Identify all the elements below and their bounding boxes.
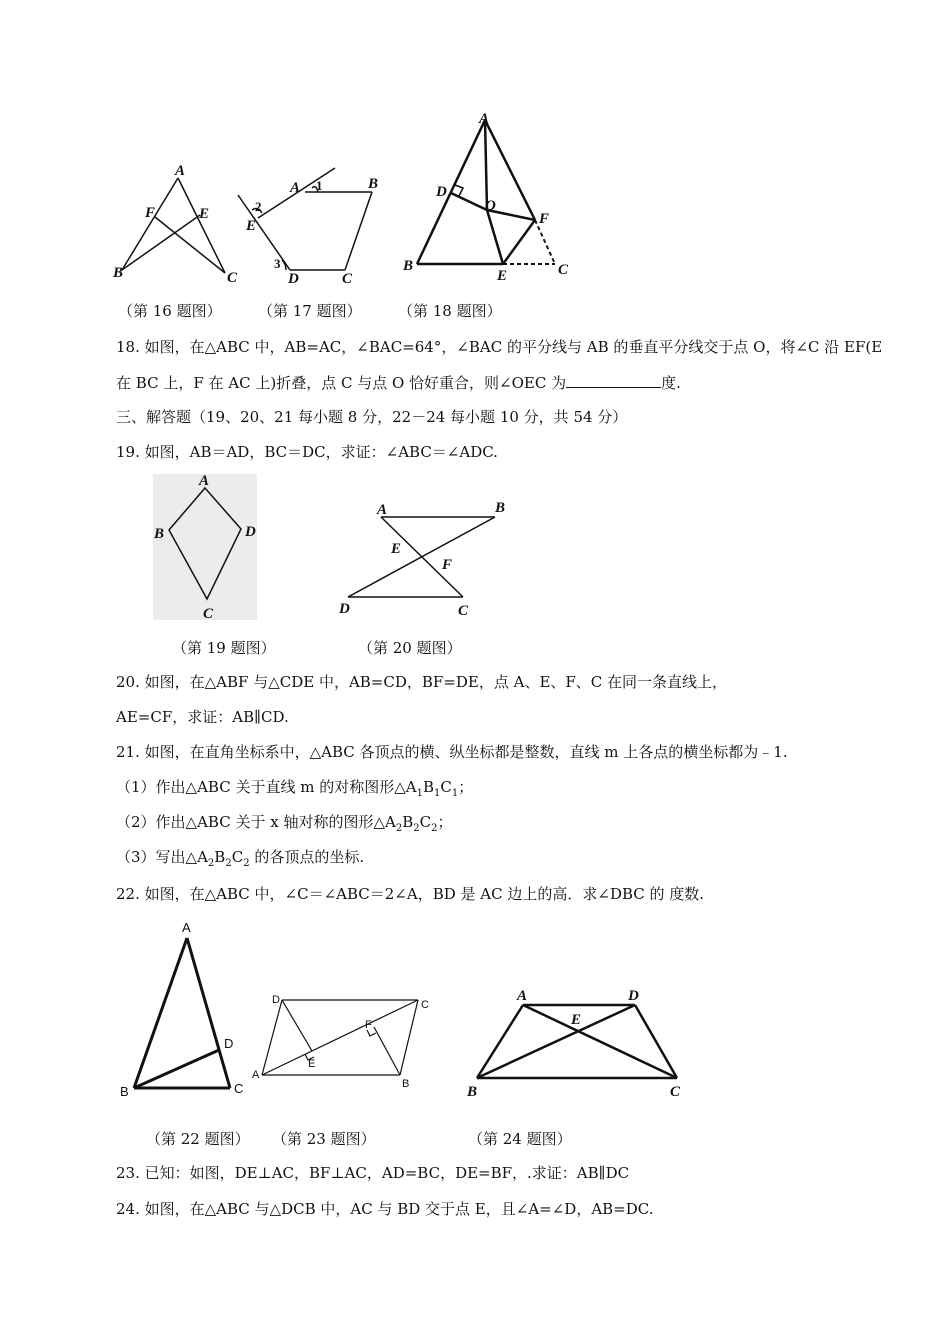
fig17-label-b: B <box>368 176 379 192</box>
fig23-label-e: E <box>308 1058 316 1070</box>
fig16-label-f: F <box>145 205 156 221</box>
fig20-label-e: E <box>391 541 402 557</box>
fig22-label-c: C <box>234 1081 244 1096</box>
fig17-label-2: 2 <box>255 199 262 214</box>
q21-p2-sub-c: 2 <box>431 823 438 834</box>
fig17-label-1: 1 <box>316 178 323 193</box>
question-21-part-3 <box>116 847 364 874</box>
question-18-text: 在 BC 上，F 在 AC 上)折叠，点 C 与点 O 恰好重合，则∠OEC 为 <box>116 374 567 392</box>
q21-p3-sub-a: 2 <box>207 858 215 869</box>
question-24: 24. 如图，在△ABC 与△DCB 中，AC 与 BD 交于点 E，且∠A=∠D，AB=DC. <box>116 1200 654 1218</box>
figure-22 <box>112 918 252 1103</box>
q21-p1-text: （1）作出△ABC 关于直线 m 的对称图形△A <box>116 778 417 796</box>
fig22-label-d: D <box>224 1036 234 1051</box>
figure-20 <box>333 495 513 620</box>
fig22-caption: （第 22 题图） <box>146 1130 250 1148</box>
fig18-label-a: A <box>479 111 490 127</box>
q21-p1-c: C <box>440 778 452 796</box>
question-21-part-1 <box>116 777 473 804</box>
q21-p3-end: 的各顶点的坐标. <box>249 848 365 866</box>
q21-p2-sub-b: 2 <box>413 823 420 834</box>
fig19-label-d: D <box>245 524 256 540</box>
q21-p1-end: ； <box>458 778 474 796</box>
fig20-label-c: C <box>458 603 469 619</box>
fig17-label-a: A <box>290 180 301 196</box>
fig19-label-c: C <box>203 606 214 622</box>
fig24-label-d: D <box>628 988 639 1004</box>
q21-p2-text: （2）作出△ABC 关于 x 轴对称的图形△A <box>116 813 396 831</box>
fig20-label-b: B <box>495 500 506 516</box>
fig17-label-3: 3 <box>274 256 281 271</box>
fig16-label-e: E <box>199 206 210 222</box>
fig17-caption: （第 17 题图） <box>258 302 362 320</box>
answer-blank[interactable] <box>566 373 661 388</box>
question-20-line-1: 20. 如图，在△ABF 与△CDE 中，AB=CD，BF=DE，点 A、E、F、C 在同一条直线上， <box>116 673 728 691</box>
fig16-label-b: B <box>113 265 124 281</box>
figure-16 <box>105 160 245 285</box>
q21-p2-end: ； <box>437 813 453 831</box>
fig22-label-a: A <box>182 920 191 935</box>
figure-19 <box>153 474 257 620</box>
fig17-label-e: E <box>246 218 257 234</box>
question-18-unit: 度. <box>661 374 681 392</box>
fig18-label-f: F <box>539 211 550 227</box>
fig18-label-b: B <box>403 258 414 274</box>
fig18-label-o: O <box>485 198 496 214</box>
fig19-label-b: B <box>154 526 165 542</box>
fig18-caption: （第 18 题图） <box>398 302 502 320</box>
q21-p1-sub-a: 1 <box>416 788 423 799</box>
q21-p3-text: （3）写出△A <box>116 848 208 866</box>
q21-p1-sub-c: 1 <box>451 788 459 799</box>
fig23-label-d: D <box>272 994 280 1006</box>
fig24-caption: （第 24 题图） <box>468 1130 572 1148</box>
q21-p3-sub-c: 2 <box>243 858 250 869</box>
fig19-caption: （第 19 题图） <box>172 639 276 657</box>
fig18-label-d: D <box>436 184 447 200</box>
q21-p2-sub-a: 2 <box>395 823 403 834</box>
fig17-label-d: D <box>288 271 299 287</box>
section-3-heading: 三、解答题（19、20、21 每小题 8 分，22－24 每小题 10 分，共 54 分） <box>116 408 628 426</box>
fig16-label-c: C <box>227 270 238 286</box>
fig18-label-e: E <box>497 268 508 284</box>
fig23-caption: （第 23 题图） <box>272 1130 376 1148</box>
figure-18 <box>395 108 585 288</box>
figure-23 <box>250 990 440 1090</box>
fig20-label-f: F <box>442 557 453 573</box>
fig18-label-c: C <box>558 262 569 278</box>
q21-p2-c: C <box>419 813 432 831</box>
question-18-line-1: 18. 如图，在△ABC 中，AB=AC，∠BAC=64°，∠BAC 的平分线与 AB 的垂直平分线交于点 O，将∠C 沿 EF(E <box>116 338 883 356</box>
fig16-label-a: A <box>175 163 186 179</box>
question-20-line-2: AE=CF，求证：AB∥CD. <box>116 708 289 726</box>
figure-17 <box>230 160 385 285</box>
fig16-caption: （第 16 题图） <box>118 302 222 320</box>
fig23-label-f: F <box>365 1019 372 1031</box>
fig23-label-c: C <box>421 999 429 1011</box>
fig23-label-a: A <box>252 1069 260 1081</box>
fig24-label-b: B <box>467 1084 478 1100</box>
fig20-label-d: D <box>339 601 350 617</box>
figure-24 <box>455 980 700 1100</box>
fig20-caption: （第 20 题图） <box>358 639 462 657</box>
q21-p1-sub-b: 1 <box>434 788 441 799</box>
fig24-label-c: C <box>670 1084 681 1100</box>
question-19: 19. 如图，AB＝AD，BC＝DC，求证：∠ABC＝∠ADC. <box>116 443 498 461</box>
question-23: 23. 已知：如图，DE⊥AC，BF⊥AC，AD=BC，DE=BF，.求证：AB∥DC <box>116 1164 630 1182</box>
fig17-label-c: C <box>342 271 353 287</box>
question-21-part-2 <box>116 812 452 839</box>
fig22-label-b: B <box>120 1084 129 1099</box>
fig19-label-a: A <box>199 473 210 489</box>
fig20-label-a: A <box>377 502 388 518</box>
question-22: 22. 如图，在△ABC 中，∠C＝∠ABC＝2∠A，BD 是 AC 边上的高．求∠DBC 的 度数. <box>116 885 705 903</box>
question-21-intro: 21. 如图，在直角坐标系中，△ABC 各顶点的横、纵坐标都是整数，直线 m 上各点的横坐标都为﹣1. <box>116 743 788 761</box>
q21-p2-b: B <box>402 813 414 831</box>
fig24-label-e: E <box>571 1012 582 1028</box>
question-18-line-2 <box>116 373 681 393</box>
fig24-label-a: A <box>517 988 528 1004</box>
fig23-label-b: B <box>402 1078 410 1090</box>
q21-p3-c: C <box>231 848 244 866</box>
q21-p1-b: B <box>422 778 434 796</box>
q21-p3-sub-b: 2 <box>225 858 232 869</box>
q21-p3-b: B <box>214 848 226 866</box>
